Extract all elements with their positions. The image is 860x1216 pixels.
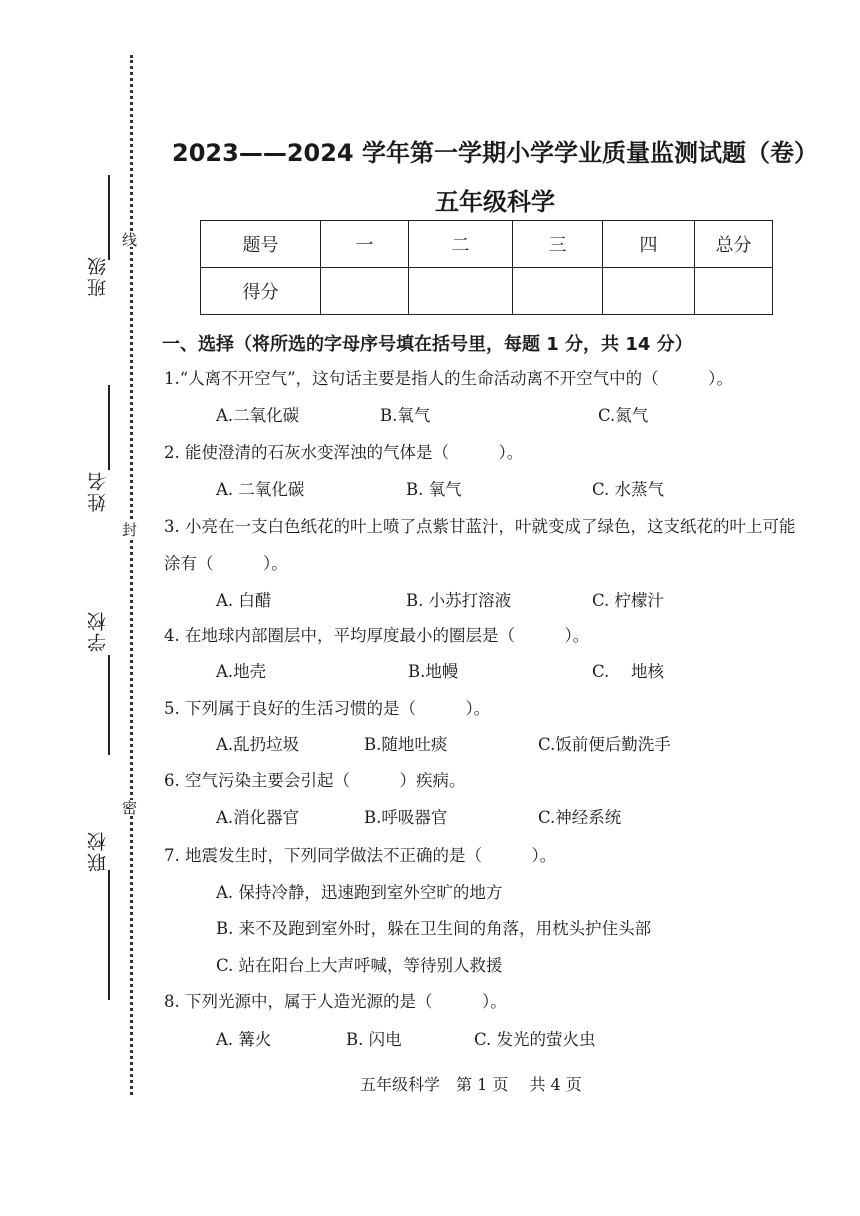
question-6-option-c: C.神经系统 [538,808,622,827]
question-1-option-c: C.氮气 [598,406,649,425]
table-cell: 题号 [201,221,321,268]
question-4: 4. 在地球内部圈层中，平均厚度最小的圈层是（ ）。 [164,626,590,645]
binding-mark-feng: 封 [120,522,138,537]
question-7: 7. 地震发生时，下列同学做法不正确的是（ ）。 [164,846,557,865]
joint-school-field-line[interactable] [108,870,110,1000]
question-3-option-a: A. 白醋 [216,591,272,610]
question-6-option-a: A.消化器官 [216,808,300,827]
question-8-option-c: C. 发光的萤火虫 [474,1030,596,1049]
joint-school-field-label: 联校 [87,830,109,872]
table-cell: 三 [513,221,603,268]
question-5-option-a: A.乱扔垃圾 [216,735,300,754]
table-cell: 一 [321,221,409,268]
section-heading: 一、选择（将所选的字母序号填在括号里，每题 1 分，共 14 分） [162,334,693,355]
question-7-option-b: B. 来不及跑到室外时，躲在卫生间的角落，用枕头护住头部 [216,919,652,938]
question-3-option-c: C. 柠檬汁 [592,591,665,610]
class-field-label: 班级 [87,255,109,297]
binding-mark-mi: 密 [120,800,138,815]
question-4-option-c: C. 地核 [592,662,665,681]
name-field-label: 姓名 [87,470,109,512]
table-cell: 总分 [695,221,773,268]
school-field-line[interactable] [108,655,110,755]
question-3-continued: 涂有（ ）。 [164,554,288,573]
question-1-option-b: B.氧气 [380,406,431,425]
question-7-option-c: C. 站在阳台上大声呼喊，等待别人救援 [216,956,503,975]
class-field-line[interactable] [108,175,110,260]
question-7-option-a: A. 保持冷静，迅速跑到室外空旷的地方 [216,883,503,902]
score-cell[interactable] [603,268,695,315]
binding-dotted-line [130,55,133,1095]
question-5-option-b: B.随地吐痰 [364,735,448,754]
score-table-score-row [201,268,773,315]
question-4-option-b: B.地幔 [408,662,459,681]
question-8: 8. 下列光源中，属于人造光源的是（ ）。 [164,992,507,1011]
question-2-option-a: A. 二氧化碳 [216,480,305,499]
page-footer: 五年级科学 第 1 页 共 4 页 [360,1075,582,1094]
exam-title: 2023——2024 学年第一学期小学学业质量监测试题（卷） [172,139,818,167]
score-cell[interactable] [409,268,513,315]
table-cell: 四 [603,221,695,268]
table-cell: 得分 [201,268,321,315]
question-8-option-a: A. 篝火 [216,1030,272,1049]
question-2: 2. 能使澄清的石灰水变浑浊的气体是（ ）。 [164,443,524,462]
table-cell: 二 [409,221,513,268]
name-field-line[interactable] [108,385,110,470]
exam-subtitle: 五年级科学 [435,188,555,216]
question-6: 6. 空气污染主要会引起（ ）疾病。 [164,771,466,790]
score-table [200,220,773,315]
question-5: 5. 下列属于良好的生活习惯的是（ ）。 [164,699,491,718]
question-3-option-b: B. 小苏打溶液 [406,591,512,610]
question-8-option-b: B. 闪电 [346,1030,402,1049]
question-2-option-c: C. 水蒸气 [592,480,665,499]
score-cell[interactable] [513,268,603,315]
question-5-option-c: C.饭前便后勤洗手 [538,735,671,754]
score-cell[interactable] [321,268,409,315]
question-1-option-a: A.二氧化碳 [216,406,300,425]
score-cell[interactable] [695,268,773,315]
question-2-option-b: B. 氧气 [406,480,462,499]
question-1: 1.“人离不开空气”，这句话主要是指人的生命活动离不开空气中的（ ）。 [164,369,733,388]
school-field-label: 学校 [87,610,109,652]
binding-mark-xian: 线 [120,232,138,247]
question-6-option-b: B.呼吸器官 [364,808,448,827]
score-table-header-row [201,221,773,268]
question-4-option-a: A.地壳 [216,662,267,681]
question-3: 3. 小亮在一支白色纸花的叶上喷了点紫甘蓝汁，叶就变成了绿色，这支纸花的叶上可能 [164,517,796,536]
